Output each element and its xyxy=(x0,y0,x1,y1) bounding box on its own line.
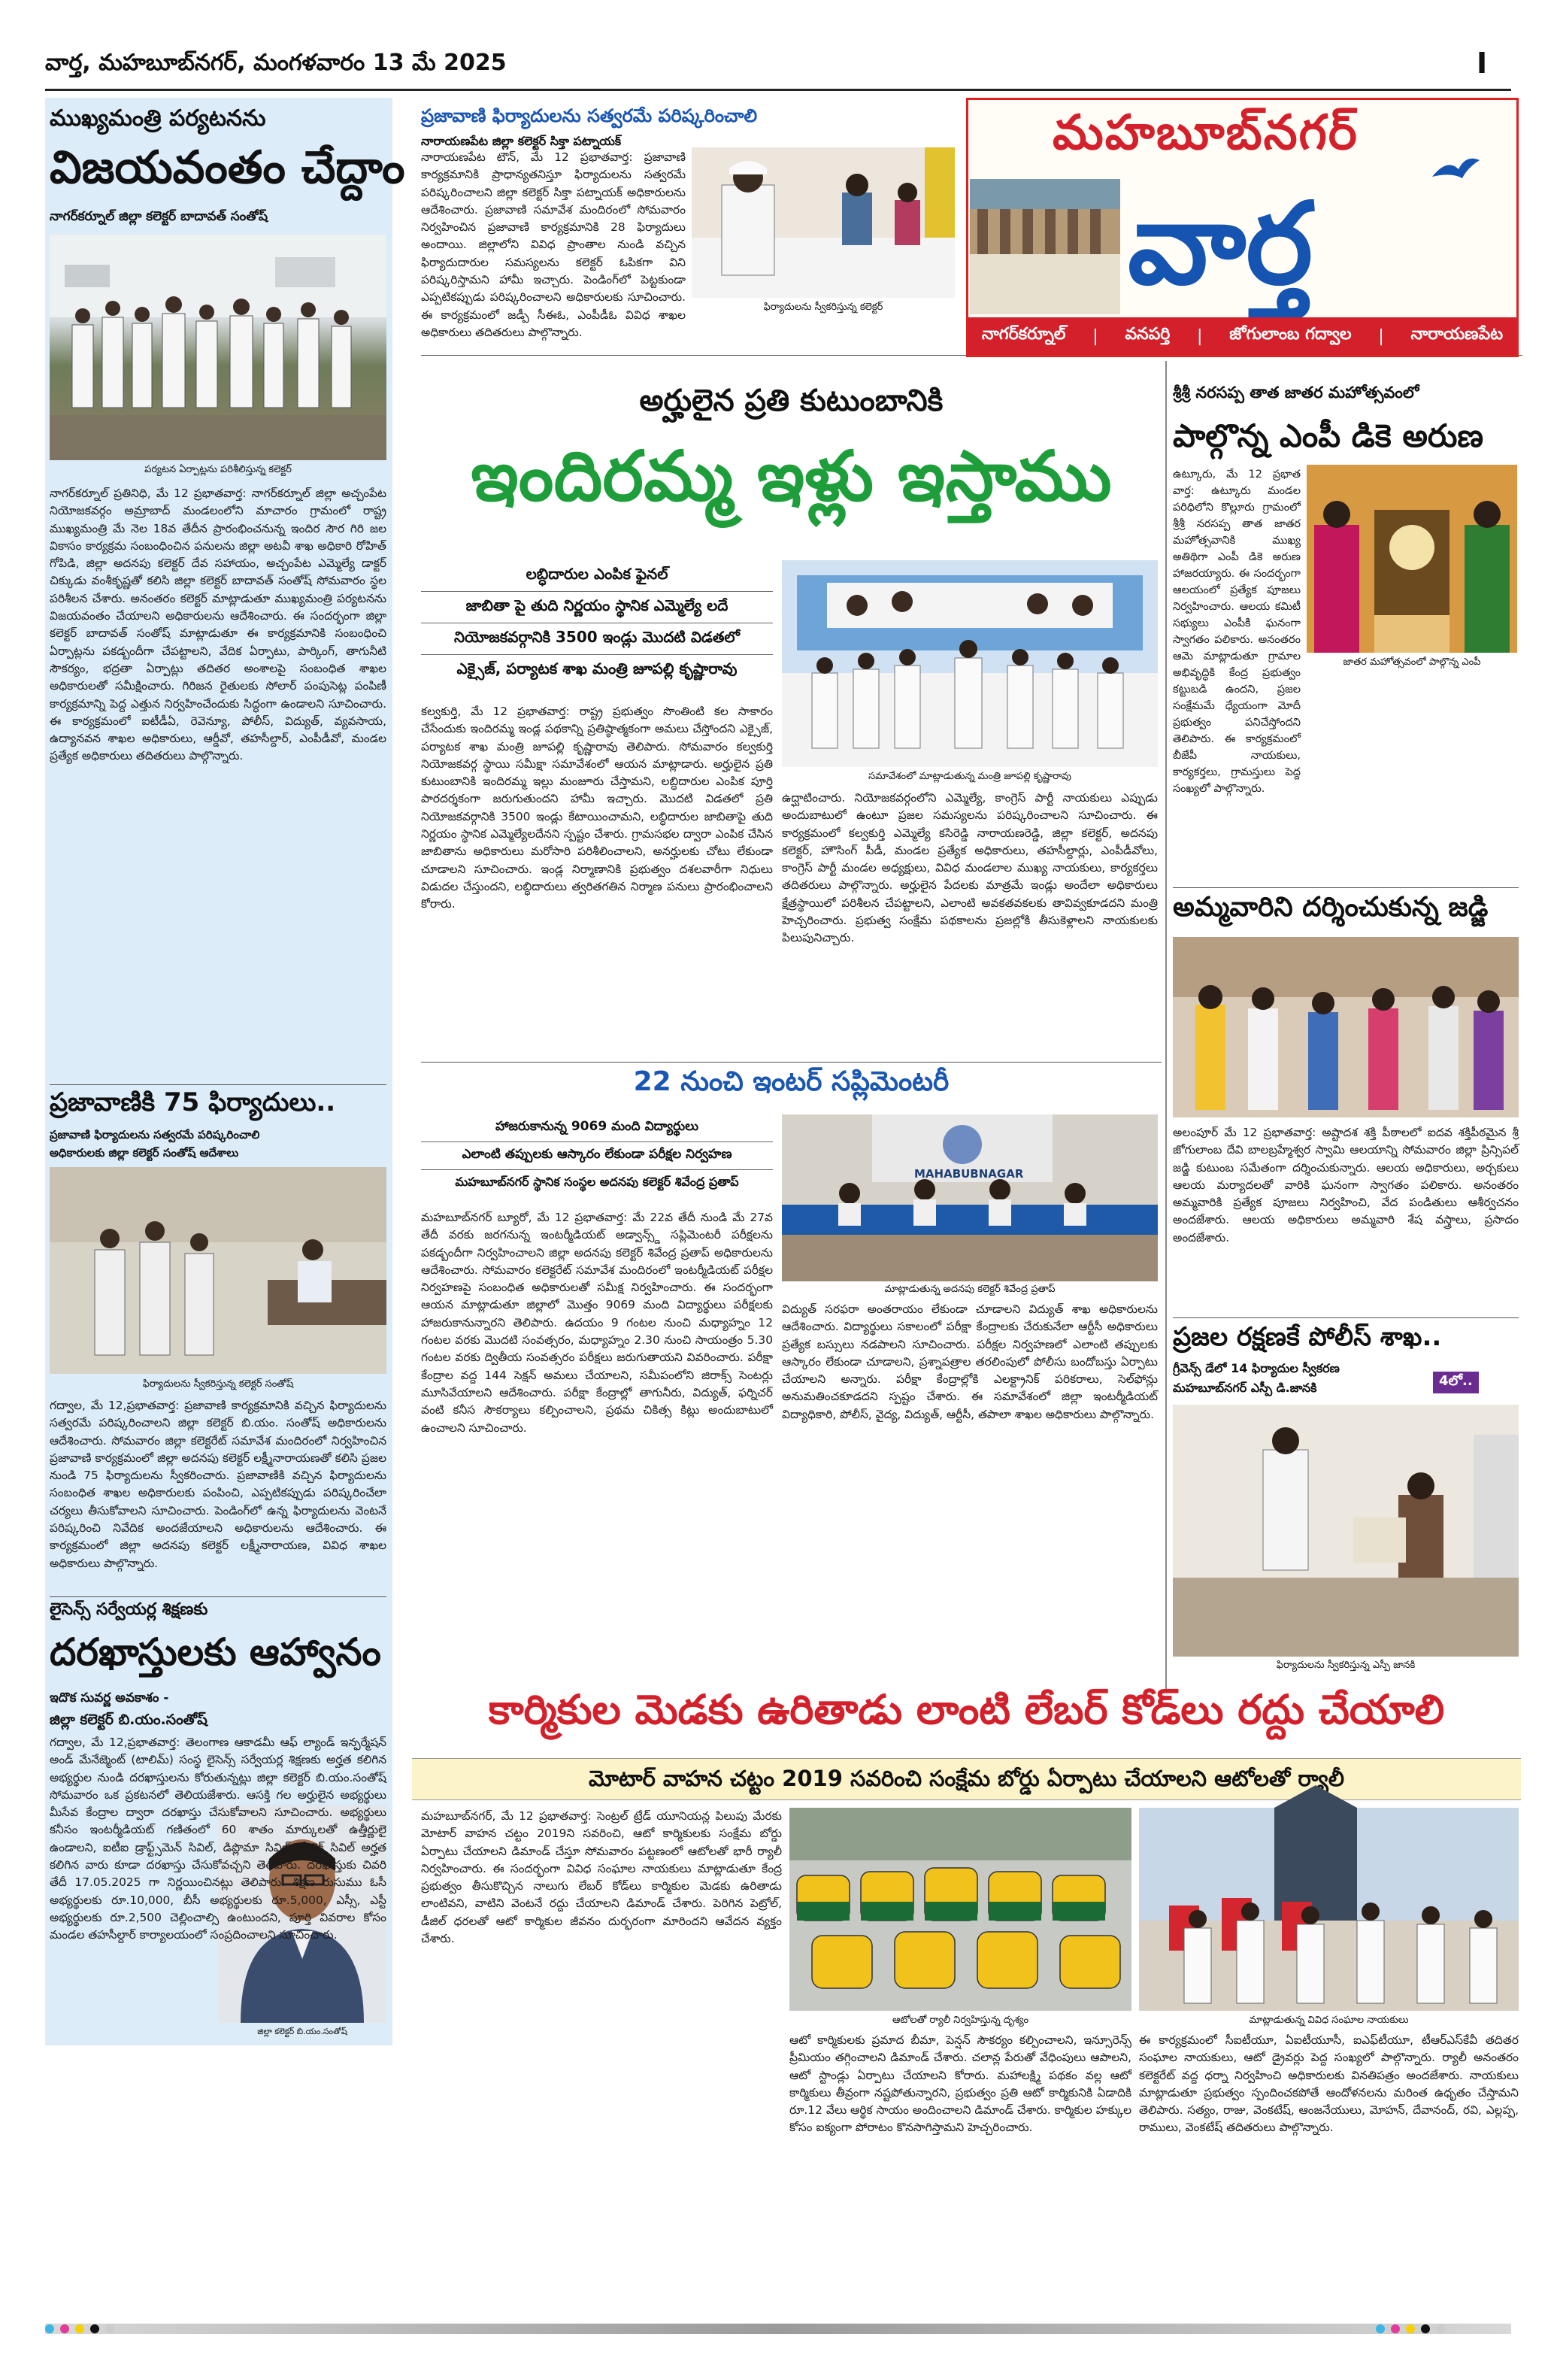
inter-photo xyxy=(782,1114,1158,1281)
prajavani-left-subhead-2: అధికారులకు జిల్లా కలెక్టర్ సంతోష్ ఆదేశాలు xyxy=(50,1146,239,1160)
labour-photo-leaders xyxy=(1139,1808,1519,2011)
applications-body-top: గద్వాల, మే 12,ప్రభాతవార్త: తెలంగాణ ఆకాడమీ ఆఫ్ ల్యాండ్ ఇన్ఫర్మేషన్ అండ్ మేనేజ్మెంట్ (టాలిమ్) సంస్థ లైసెన్స్ సర్వేయర్ల శిక్షణకు అర్హత కలిగిన అభ్యర్థుల నుండి దరఖాస్తులను కోరుతున్నట్లు జిల్లా కలెక్టర్ బి.యం.సంతోష్ సోమవారం ఒక ప్రకటనలో తెలియజేశారు. ఆసక్తి గల అర్హులైన అభ్యర్థులు మీసేవ కేంద్రాల ద్వారా దరఖాస్తు చేసుకోవాలని సూచించారు. అభ్యర్థులు కనీసం ఇంటర్మీడియట్ గణితంలో 60 శాతం మార్కులతో ఉత్తీర్ణులై ఉండాలని, ఐటీఐ డ్రాఫ్ట్స్‌మెన్ సివిల్, డిప్లొమా సివిల్, బీటెక్ సివిల్ అర్హత కలిగిన వారు కూడా దరఖాస్తు చేసుకోవచ్చని తెలిపారు. దరఖాస్తుకు చివరి తేదీ 17.05.2025 గా నిర్ణయించినట్లు తెలిపారు. శిక్షణ రుసుము ఓసీ అభ్యర్థులకు రూ.10,000, బీసీ అభ్యర్థులకు రూ.5,000, ఎస్సీ, ఎస్టీ అభ్యర్థులకు రూ.2,500 చెల్లించాల్సి ఉంటుందని, పూర్తి వివరాల కోసం మండల తహసీల్దార్ కార్యాలయంలో సంప్రదించాలని సూచించారు. xyxy=(50,1736,386,1942)
right-divider-1 xyxy=(1173,887,1519,888)
police-photo xyxy=(1173,1405,1519,1657)
indiramma-caption: సమావేశంలో మాట్లాడుతున్న మంత్రి జూపల్లి కృష్ణారావు xyxy=(868,771,1071,782)
masthead-photo xyxy=(970,179,1120,314)
inter-headline: 22 నుంచి ఇంటర్ సప్లిమెంటరీ xyxy=(633,1066,950,1097)
center-right-divider xyxy=(1165,361,1167,1692)
reg-dot-grey-r xyxy=(1436,2324,1445,2333)
reg-dot-grey xyxy=(105,2324,114,2333)
cm-headline: విజయవంతం చేద్దాం xyxy=(50,141,405,194)
nrsappa-headline: పాల్గొన్న ఎంపీ డికె అరుణ xyxy=(1173,417,1484,454)
inter-deck-2: ఎలాంటి తప్పులకు ఆస్కారం లేకుండా పరీక్షల నిర్వహణ xyxy=(421,1142,773,1170)
cm-kicker: ముఖ్యమంత్రి పర్యటనను xyxy=(50,105,266,132)
cm-photo xyxy=(50,235,386,460)
applications-kicker: లైసెన్స్ సర్వేయర్ల శిక్షణకు xyxy=(50,1600,208,1619)
narayanpet-subhead: నారాయణపేట జిల్లా కలెక్టర్ సిక్తా పట్నాయక్ xyxy=(421,134,622,148)
dateline: వార్త, మహబూబ్‌నగర్, మంగళవారం 13 మే 2025 xyxy=(45,50,507,76)
police-subhead-1: గ్రీవెన్స్ డేలో 14 ఫిర్యాదుల స్వీకరణ xyxy=(1173,1361,1340,1375)
police-headline: ప్రజల రక్షణకే పోలీస్ శాఖ.. xyxy=(1173,1322,1442,1352)
district-3: జోగులాంబ గద్వాల xyxy=(1229,325,1352,344)
judge-photo xyxy=(1173,937,1519,1117)
police-caption: ఫిర్యాదులను స్వీకరిస్తున్న ఎస్పీ జానకి xyxy=(1276,1660,1416,1671)
header-rule xyxy=(45,89,1511,91)
narayanpet-caption: ఫిర్యాదులను స్వీకరిస్తున్న కలెక్టర్ xyxy=(763,302,883,313)
prajavani-left-caption: ఫిర్యాదులను స్వీకరిస్తున్న కలెక్టర్ సంతోష్ xyxy=(142,1378,294,1390)
indiramma-deck-4: ఎక్సైజ్, పర్యాటక శాఖ మంత్రి జూపల్లి కృష్ణారావు xyxy=(456,659,738,678)
prajavani-left-subhead-1: ప్రజావాణి ఫిర్యాదులను సత్వరమే పరిష్కరించాలి xyxy=(50,1128,260,1141)
footer-registration-marks-left xyxy=(45,2322,195,2336)
indiramma-deck-1: లబ్ధిదారుల ఎంపిక ఫైనల్ xyxy=(421,560,773,592)
masthead-title-main: వార్త xyxy=(1128,179,1313,310)
labour-caption-right: మాట్లాడుతున్న వివిధ సంఘాల నాయకులు xyxy=(1249,2015,1409,2026)
labour-caption-left: ఆటోలతో ర్యాలీ నిర్వహిస్తున్న దృశ్యం xyxy=(892,2015,1029,2026)
narayanpet-body: నారాయణపేట టౌన్, మే 12 ప్రభాతవార్త: ప్రజావాణి కార్యక్రమానికి ప్రాధాన్యతనిస్తూ ఫిర్యాదులను సత్వరమే పరిష్కరించాలని జిల్లా కలెక్టర్ సిక్తా పట్నాయక్ అధికారులను ఆదేశించారు. ప్రజావాణి సమావేశ మందిరంలో సోమవారం నిర్వహించిన ప్రజావాణి కార్యక్రమానికి 28 ఫిర్యాదులు అందాయి. జిల్లాలోని వివిధ ప్రాంతాల నుండి వచ్చిన ఫిర్యాదుదారుల సమస్యలను కలెక్టర్ ఓపికగా విని పరిష్కరిస్తామని హామీ ఇచ్చారు. పెండింగ్‌లో పెట్టకుండా ఎప్పటికప్పుడు పరిష్కరించాలని అధికారులకు సూచించారు. ఈ కార్యక్రమంలో జడ్పీ సీఈఓ, ఎంపీడీఓ వివిధ శాఖల అధికారులు తదితరులు పాల్గొన్నారు. xyxy=(421,150,686,339)
cm-body: నాగర్‌కర్నూల్ ప్రతినిధి, మే 12 ప్రభాతవార్త: నాగర్‌కర్నూల్ జిల్లా అచ్చంపేట నియోజకవర్గం అమ్రాబాద్ మండలంలోని మాచారం గ్రామంలో రాష్ట్ర ముఖ్యమంత్రి మే నెల 18వ తేదీన ప్రారంభించనున్న ఇందిర సౌర గిరి జల వికాసం కార్యక్రమ సంబంధించిన పనులను జిల్లా అటవీ శాఖ అధికారి రోహిత్ గోపిడి, జిల్లా అదనపు కలెక్టర్ దేవ సహాయం, అచ్చంపేట ఎమ్మెల్యే డాక్టర్ చిక్కుడు వంశీకృష్ణతో కలిసి జిల్లా కలెక్టర్ బాదావత్ సంతోష్ సోమవారం స్థల పరిశీలన చేశారు. అనంతరం కలెక్టర్ మాట్లాడుతూ ముఖ్యమంత్రి పర్యటనను విజయవంతం చేయాలని అధికారులను ఆదేశించారు. ఈ సందర్భంగా జిల్లా కలెక్టర్ బాదావత్ సంతోష్ మాట్లాడుతూ ఈ కార్యక్రమానికి సంబంధించి ఏర్పాట్లను పకడ్బందీగా చేపట్టాలని, వేదిక ఏర్పాటు, పార్కింగ్, తాగునీటి సౌకర్యం, భద్రతా ఏర్పాట్లు తదితర అంశాలపై సంబంధిత శాఖల అధికారులతో సమీక్షించారు. గిరిజన రైతులకు సోలార్ పంపుసెట్ల పంపిణీ కార్యక్రమాన్ని పెద్ద ఎత్తున నిర్వహించేందుకు సిద్ధంగా ఉండాలని సూచించారు. ఈ కార్యక్రమంలో ఐటీడీఏ, రెవెన్యూ, పోలీస్, విద్యుత్, వ్యవసాయ, ఉద్యానవన శాఖల అధికారులు, ఆర్డీవో, తహసీల్దార్, ఎంపీడీవో, మండల ప్రత్యేక అధికారులు తదితరులు పాల్గొన్నారు. xyxy=(50,487,386,763)
indiramma-body-right: ఉద్ఘాటించారు. నియోజకవర్గంలోని ఎమ్మెల్యే, కాంగ్రెస్ పార్టీ నాయకులు ఎప్పుడు అందుబాటులో ఉంటూ ప్రజల సమస్యలను పరిష్కరించాలని సూచించారు. ఈ కార్యక్రమంలో కల్వకుర్తి ఎమ్మెల్యే కసిరెడ్డి నారాయణరెడ్డి, జిల్లా కలెక్టర్, అదనపు కలెక్టర్, హౌసింగ్ పీడీ, మండల ప్రత్యేక అధికారులు, తహసీల్దార్లు, ఎంపీడీవోలు, కాంగ్రెస్ పార్టీ మండల అధ్యక్షులు, వివిధ మండలాల ముఖ్య నాయకులు, కార్యకర్తలు తదితరులు పాల్గొన్నారు. అర్హులైన పేదలకు మాత్రమే ఇండ్లు అందేలా అధికారులు క్షేత్రస్థాయిలో పరిశీలన చేపట్టాలని, ఎలాంటి అవకతవకలకు తావివ్వకూడదని మంత్రి హెచ్చరించారు. ప్రభుత్వ సంక్షేమ పథకాలను ప్రజల్లోకి తీసుకెళ్లాలని నాయకులకు పిలుపునిచ్చారు. xyxy=(782,791,1158,945)
applications-subhead-1: ఇదొక సువర్ణ అవకాశం - xyxy=(50,1690,169,1705)
prajavani-left-photo xyxy=(50,1167,386,1374)
labour-photo-autos xyxy=(789,1808,1131,2011)
police-continued-badge[interactable]: 4లో.. xyxy=(1433,1372,1479,1393)
nrsappa-caption: జాతర మహోత్సవంలో పాల్గొన్న ఎంపీ xyxy=(1343,656,1481,668)
labour-subhead: మోటార్ వాహన చట్టం 2019 సవరించి సంక్షేమ బోర్డు ఏర్పాటు చేయాలని ఆటోలతో ర్యాలీ xyxy=(588,1766,1345,1791)
indiramma-body-left: కల్వకుర్తి, మే 12 ప్రభాతవార్త: రాష్ట్ర ప్రభుత్వం సొంతింటి కల సాకారం చేసేందుకు ఇందిరమ్మ ఇండ్ల పథకాన్ని ప్రతిష్ఠాత్మకంగా అమలు చేస్తోందని ఎక్సైజ్, పర్యాటక శాఖ మంత్రి జూపల్లి కృష్ణారావు తెలిపారు. సోమవారం కల్వకుర్తి నియోజకవర్గ స్థాయి సమీక్షా సమావేశంలో ఆయన మాట్లాడారు. అర్హులైన ప్రతి కుటుంబానికి ఇందిరమ్మ ఇల్లు మంజూరు చేస్తామని, లబ్ధిదారుల ఎంపిక పూర్తి పారదర్శకంగా జరుగుతుందని హామీ ఇచ్చారు. మొదటి విడతలో ప్రతి నియోజకవర్గానికి 3500 ఇండ్లు కేటాయించామని, లబ్ధిదారుల జాబితాపై తుది నిర్ణయం స్థానిక ఎమ్మెల్యేలదేనని స్పష్టం చేశారు. గ్రామసభల ద్వారా ఎంపిక చేసిన జాబితాను అధికారులు మరోసారి పరిశీలించాలని, అనర్హులకు చోటు లేకుండా చూడాలని సూచించారు. ఇండ్ల నిర్మాణానికి ప్రభుత్వం దశలవారీగా నిధులు విడుదల చేస్తుందని, లబ్ధిదారులు త్వరితగతిన నిర్మాణ పనులు ప్రారంభించాలని కోరారు. xyxy=(421,705,773,911)
inter-caption: మాట్లాడుతున్న అదనపు కలెక్టర్ శివేంద్ర ప్రతాప్ xyxy=(884,1284,1056,1295)
prajavani-left-headline: ప్రజావాణికి 75 ఫిర్యాదులు.. xyxy=(50,1087,336,1117)
nrsappa-photo xyxy=(1307,465,1517,653)
reg-dot-cyan xyxy=(45,2324,54,2333)
cm-subhead: నాగర్‌కర్నూల్ జిల్లా కలెక్టర్ బాదావత్ సంతోష్ xyxy=(50,209,268,224)
inter-body-left: మహబూబ్‌నగర్ బ్యూరో, మే 12 ప్రభాతవార్త: మే 22వ తేదీ నుండి మే 27వ తేదీ వరకు జరగనున్న ఇంటర్మీడియట్ అడ్వాన్స్డ్ సప్లిమెంటరీ పరీక్షలను పకడ్బందీగా నిర్వహించాలని జిల్లా అదనపు కలెక్టర్ శివేంద్ర ప్రతాప్ అధికారులను ఆదేశించారు. సోమవారం కలెక్టరేట్ సమావేశ మందిరంలో ఇంటర్మీడియట్ పరీక్షల నిర్వహణపై సంబంధిత అధికారులతో సమీక్ష నిర్వహించారు. ఈ సందర్భంగా ఆయన మాట్లాడుతూ జిల్లాలో మొత్తం 9069 మంది విద్యార్థులు పరీక్షలకు హాజరుకానున్నారని తెలిపారు. ఉదయం 9 గంటల నుంచి మధ్యాహ్నం 12 గంటల వరకు మొదటి సంవత్సరం, మధ్యాహ్నం 2.30 నుంచి సాయంత్రం 5.30 గంటల వరకు ద్వితీయ సంవత్సరం పరీక్షలు జరుగుతాయని వివరించారు. పరీక్షా కేంద్రాల వద్ద 144 సెక్షన్ అమలు చేయాలని, సమీపంలోని జిరాక్స్ సెంటర్లు మూసివేయాలని ఆదేశించారు. పరీక్షా కేంద్రాల్లో తాగునీరు, విద్యుత్, ఫర్నిచర్ వంటి కనీస సౌకర్యాలు కల్పించాలని, ప్రథమ చికిత్స కిట్లు అందుబాటులో ఉంచాలని సూచించారు. xyxy=(421,1211,773,1435)
inter-body-right: విద్యుత్ సరఫరా అంతరాయం లేకుండా చూడాలని విద్యుత్ శాఖ అధికారులను ఆదేశించారు. విద్యార్థులు సకాలంలో పరీక్షా కేంద్రాలకు చేరుకునేలా ఆర్టీసీ అధికారులు ప్రత్యేక బస్సులు నడపాలని సూచించారు. పరీక్షల నిర్వహణలో ఎలాంటి తప్పులకు ఆస్కారం లేకుండా చూడాలని, ప్రశ్నాపత్రాల తరలింపులో పోలీసు బందోబస్తు ఏర్పాటు చేయాలని అన్నారు. పరీక్షా కేంద్రాల్లోకి ఎలక్ట్రానిక్ పరికరాలు, సెల్‌ఫోన్లు అనుమతించకూడదని స్పష్టం చేశారు. ఈ సమావేశంలో జిల్లా ఇంటర్మీడియట్ విద్యాధికారి, పోలీస్, వైద్య, విద్యుత్, ఆర్టీసీ, తపాలా శాఖల అధికారులు పాల్గొన్నారు. xyxy=(782,1302,1158,1421)
reg-dot-black xyxy=(90,2324,99,2333)
inter-photo-sign: MAHABUBNAGAR xyxy=(914,1167,1024,1181)
district-2: వనపర్తి xyxy=(1125,325,1171,344)
judge-body: అలంపూర్ మే 12 ప్రభాతవార్త: అష్టాదశ శక్తి పీఠాలలో ఐదవ శక్తిపీఠమైన శ్రీ జోగులాంబ దేవి బాలబ్రహ్మేశ్వర స్వామి ఆలయాన్ని సోమవారం జిల్లా ప్రిన్సిపల్ జడ్జి కుటుంబ సమేతంగా దర్శించుకున్నారు. ఆలయ అధికారులు, అర్చకులు ఆలయ మర్యాదలతో వారికి ఘనంగా స్వాగతం పలికారు. అనంతరం అమ్మవారికి ప్రత్యేక పూజలు నిర్వహించి, వేద పండితులు ఆశీర్వచనం అందజేశారు. ఆలయ అధికారులు అమ్మవారి శేష వస్త్రాలు, ప్రసాదం అందజేశారు. xyxy=(1173,1126,1519,1245)
inter-deck xyxy=(421,1114,773,1196)
inter-deck-3: మహబూబ్‌నగర్ స్థానిక సంస్థల అదనపు కలెక్టర్ శివేంద్ర ప్రతాప్ xyxy=(455,1175,739,1189)
nrsappa-body-narrow: ఉట్కూరు, మే 12 ప్రభాత వార్త: ఉట్కూరు మండల పరిధిలోని కొల్లూరు గ్రామంలో శ్రీశ్రీ నరసప్ప తాత జాతర మహోత్సవానికి ముఖ్య అతిథిగా ఎంపీ డికె అరుణ హాజరయ్యారు. ఈ సందర్భంగా ఆలయంలో ప్రత్యేక పూజలు నిర్వహించారు. ఆలయ కమిటీ సభ్యులు ఎంపీకి ఘనంగా స్వాగతం పలికారు. అనంతరం ఆమె మాట్లాడుతూ గ్రామాల అభివృద్ధికి కేంద్ర ప్రభుత్వం కట్టుబడి ఉందని, ప్రజల సంక్షేమమే ధ్యేయంగా మోదీ ప్రభుత్వం పనిచేస్తోందని తెలిపారు. ఈ కార్యక్రమంలో బీజేపీ నాయకులు, కార్యకర్తలు, గ్రామస్తులు పెద్ద సంఖ్యలో పాల్గొన్నారు. xyxy=(1173,468,1301,795)
left-divider-1 xyxy=(50,1084,386,1085)
applications-headline: దరఖాస్తులకు ఆహ్వానం xyxy=(50,1630,381,1674)
nrsappa-kicker: శ్రీశ్రీ నరసప్ప తాత జాతర మహోత్సవంలో xyxy=(1173,384,1419,402)
narayanpet-photo xyxy=(692,147,955,298)
applications-caption: జిల్లా కలెక్టర్ బి.యం.సంతోష్ xyxy=(257,2027,347,2036)
right-divider-2 xyxy=(1173,1317,1519,1318)
reg-dot-yellow xyxy=(75,2324,84,2333)
reg-dot-magenta-r xyxy=(1391,2324,1400,2333)
page-number: I xyxy=(1477,47,1488,80)
reg-dot-magenta xyxy=(60,2324,69,2333)
labour-body-right: ఈ కార్యక్రమంలో సీఐటీయూ, ఏఐటీయూసీ, ఐఎఫ్‌టీయూ, టీఆర్‌ఎస్‌కేవీ తదితర సంఘాల నాయకులు, ఆటో డ్రైవర్లు పెద్ద సంఖ్యలో పాల్గొన్నారు. ర్యాలీ అనంతరం కలెక్టరేట్ వద్ద ధర్నా నిర్వహించి అధికారులకు వినతిపత్రం అందజేశారు. నాయకులు మాట్లాడుతూ ప్రభుత్వం స్పందించకపోతే ఆందోళనలను మరింత ఉధృతం చేస్తామని తెలిపారు. సత్యం, రాజు, వెంకటేష్, ఆంజనేయులు, మోహన్, దేవానంద్, రవి, ఎల్లప్ప, రాములు, వెంకటేష్ తదితరులు పాల్గొన్నారు. xyxy=(1139,2033,1519,2135)
indiramma-deck xyxy=(421,560,773,686)
cm-caption: పర్యటన ఏర్పాట్లను పరిశీలిస్తున్న కలెక్టర్ xyxy=(144,464,292,475)
indiramma-deck-3: నియోజకవర్గానికి 3500 ఇండ్లు మొదటి విడతలో xyxy=(421,623,773,655)
applications-subhead-2: జిల్లా కలెక్టర్ బి.యం.సంతోష్ xyxy=(50,1711,208,1728)
labour-body-left: మహబూబ్‌నగర్, మే 12 ప్రభాతవార్త: సెంట్రల్ ట్రేడ్ యూనియన్ల పిలుపు మేరకు మోటార్ వాహన చట్టం 2019ని సవరించి, ఆటో కార్మికులకు సంక్షేమ బోర్డు ఏర్పాటు చేయాలని డిమాండ్ చేస్తూ సోమవారం పట్టణంలో ఆటోలతో భారీ ర్యాలీ నిర్వహించారు. ఈ సందర్భంగా వివిధ సంఘాల నాయకులు మాట్లాడుతూ కేంద్ర ప్రభుత్వం తీసుకొచ్చిన నాలుగు లేబర్ కోడ్‌లు కార్మికుల మెడకు ఉరితాడు లాంటివని, వాటిని వెంటనే రద్దు చేయాలని డిమాండ్ చేశారు. పెరిగిన పెట్రోల్, డీజిల్ ధరలతో ఆటో కార్మికుల జీవనం దుర్భరంగా మారిందని ఆవేదన వ్యక్తం చేశారు. xyxy=(421,1809,782,1946)
indiramma-photo xyxy=(782,560,1158,767)
labour-headline: కార్మికుల మెడకు ఉరితాడు లాంటి లేబర్ కోడ్‌లు రద్దు చేయాలి xyxy=(488,1686,1445,1733)
masthead-bird-icon xyxy=(1428,154,1481,184)
narayanpet-headline: ప్రజావాణి ఫిర్యాదులను సత్వరమే పరిష్కరించాలి xyxy=(421,105,758,126)
indiramma-kicker: అర్హులైన ప్రతి కుటుంబానికి xyxy=(639,384,944,418)
labour-body-mid: ఆటో కార్మికులకు ప్రమాద బీమా, పెన్షన్ సౌకర్యం కల్పించాలని, ఇన్సూరెన్స్ ప్రీమియం తగ్గించాలని డిమాండ్ చేశారు. చలాన్ల పేరుతో వేధింపులు ఆపాలని, ఆటో స్టాండ్లు ఏర్పాటు చేయాలని కోరారు. మహాలక్ష్మి పథకం వల్ల ఆటో కార్మికులు తీవ్రంగా నష్టపోతున్నారని, ప్రభుత్వం ప్రతి ఆటో కార్మికునికి ఏడాదికి రూ.12 వేలు ఆర్థిక సాయం అందించాలని డిమాండ్ చేశారు. కార్మికుల హక్కుల కోసం ఐక్యంగా పోరాటం కొనసాగిస్తామని హెచ్చరించారు. xyxy=(789,2033,1131,2135)
indiramma-headline: ఇందిరమ్మ ఇళ్లు ఇస్తాము xyxy=(471,436,1112,517)
reg-dot-yellow-r xyxy=(1406,2324,1415,2333)
footer-bar xyxy=(45,2324,1511,2334)
masthead-districts-bar: నాగర్‌కర్నూల్ | వనపర్తి | జోగులాంబ గద్వాల | నారాయణపేట xyxy=(968,317,1516,355)
police-subhead-2: మహబూబ్‌నగర్ ఎస్పీ డి.జానకి xyxy=(1173,1381,1317,1395)
left-divider-2 xyxy=(50,1596,386,1597)
reg-dot-black-r xyxy=(1421,2324,1430,2333)
indiramma-deck-2: జాబితా పై తుది నిర్ణయం స్థానిక ఎమ్మెల్యే లదే xyxy=(421,592,773,623)
reg-dot-cyan-r xyxy=(1376,2324,1385,2333)
masthead-title-top: మహబూబ్‌నగర్ xyxy=(1053,105,1359,161)
district-4: నారాయణపేట xyxy=(1410,325,1504,344)
inter-deck-1: హాజరుకానున్న 9069 మంది విద్యార్థులు xyxy=(421,1114,773,1142)
footer-registration-marks-right xyxy=(1376,2322,1511,2336)
prajavani-left-body: గద్వాల, మే 12,ప్రభాతవార్త: ప్రజావాణి కార్యక్రమానికి వచ్చిన ఫిర్యాదులను సత్వరమే పరిష్కరించాలని జిల్లా కలెక్టర్ బి.యం. సంతోష్ అధికారులను ఆదేశించారు. సోమవారం జిల్లా కలెక్టరేట్ సమావేశ మందిరంలో నిర్వహించిన ప్రజావాణి కార్యక్రమంలో జిల్లా అదనపు కలెక్టర్ లక్ష్మీనారాయణతో కలిసి ప్రజల నుండి 75 ఫిర్యాదులను స్వీకరించారు. ప్రజావాణికి వచ్చిన ఫిర్యాదులను సంబంధిత శాఖల అధికారులకు పంపించి, ఎప్పటికప్పుడు పరిష్కరించేలా చర్యలు తీసుకోవాలని సూచించారు. పెండింగ్‌లో ఉన్న ఫిర్యాదులను వెంటనే పరిష్కరించి నివేదిక అందజేయాలని అధికారులను ఆదేశించారు. ఈ కార్యక్రమంలో జిల్లా అదనపు కలెక్టర్ లక్ష్మీనారాయణ, వివిధ శాఖల అధికారులు పాల్గొన్నారు. xyxy=(50,1399,386,1570)
inter-top-rule xyxy=(421,1062,1162,1063)
district-1: నాగర్‌కర్నూల్ xyxy=(981,325,1066,344)
judge-headline: అమ్మవారిని దర్శించుకున్న జడ్జి xyxy=(1173,892,1489,923)
